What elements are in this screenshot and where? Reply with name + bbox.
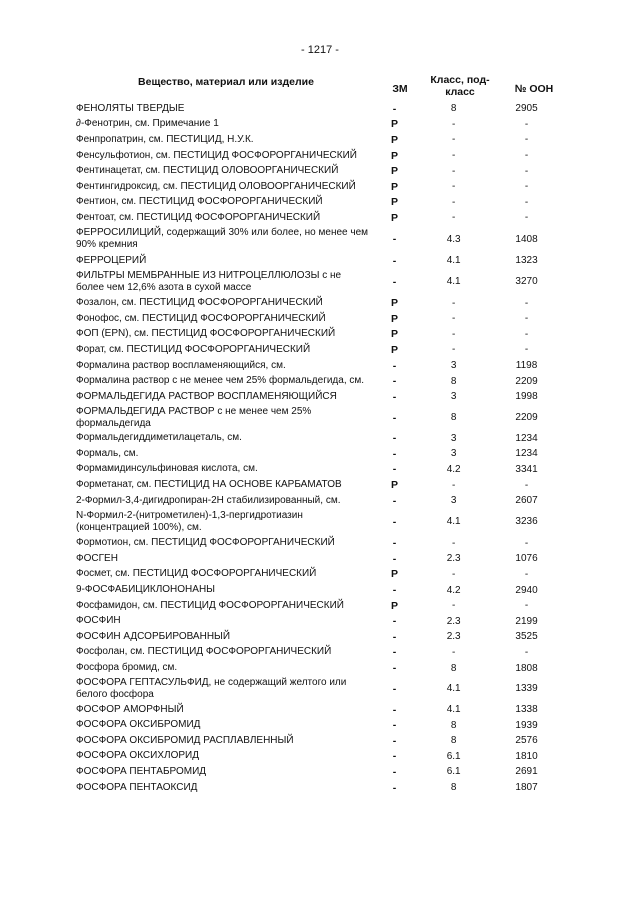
- class-cell: 8: [450, 375, 457, 387]
- zm-cell: P: [391, 165, 399, 178]
- un-number-cell: 1807: [515, 782, 538, 794]
- class-cell: 8: [450, 782, 457, 794]
- table-row: [76, 268, 556, 295]
- zm-cell: P: [391, 479, 399, 492]
- un-number-cell: 1338: [515, 704, 538, 716]
- table-row: [76, 702, 556, 718]
- un-number-cell: 1234: [515, 448, 538, 460]
- class-cell: -: [452, 212, 456, 224]
- un-number-cell: -: [524, 328, 529, 340]
- table-row: [76, 749, 556, 765]
- page-number: - 1217 -: [301, 44, 339, 56]
- substance-cell: ФОСФОРА ПЕНТАБРОМИД: [76, 765, 207, 777]
- table-row: [76, 101, 556, 117]
- zm-cell: -: [392, 463, 397, 476]
- table-header: [76, 74, 556, 102]
- substance-cell: Фозалон, см. ПЕСТИЦИД ФОСФОРОРГАНИЧЕСКИЙ: [76, 297, 323, 309]
- table-row: [76, 508, 556, 535]
- un-number-cell: -: [524, 537, 529, 549]
- zm-cell: -: [392, 734, 397, 747]
- table-row: [76, 327, 556, 343]
- zm-cell: P: [391, 118, 399, 131]
- un-number-cell: -: [524, 479, 529, 491]
- substance-cell: Формаль, см.: [76, 447, 139, 459]
- substance-cell: ФИЛЬТРЫ МЕМБРАННЫЕ ИЗ НИТРОЦЕЛЛЮЛОЗЫ с не более чем 12,6% азота в сухой массе: [76, 269, 342, 293]
- header-zm: ЗМ: [392, 83, 408, 95]
- zm-cell: -: [392, 682, 397, 695]
- class-cell: 4.2: [446, 463, 461, 475]
- table-row: [76, 733, 556, 749]
- table-row: [76, 117, 556, 133]
- table-row: [76, 342, 556, 358]
- zm-cell: P: [391, 328, 399, 341]
- class-cell: 8: [450, 412, 457, 423]
- zm-cell: -: [392, 750, 397, 763]
- class-cell: 2.3: [446, 631, 461, 643]
- un-number-cell: 3525: [515, 631, 538, 643]
- class-cell: 4.3: [446, 233, 461, 245]
- substance-cell: ФОСФИН: [76, 615, 121, 627]
- class-cell: 4.1: [446, 276, 461, 288]
- zm-cell: -: [392, 765, 397, 778]
- class-cell: -: [452, 150, 456, 162]
- substance-cell: Фентион, см. ПЕСТИЦИД ФОСФОРОРГАНИЧЕСКИЙ: [76, 196, 323, 208]
- substance-cell: ФОРМАЛЬДЕГИДА РАСТВОР ВОСПЛАМЕНЯЮЩИЙСЯ: [76, 390, 337, 402]
- substance-cell: Фентинацетат, см. ПЕСТИЦИД ОЛОВООРГАНИЧЕСКИЙ: [76, 165, 339, 177]
- un-number-cell: 1198: [515, 360, 538, 372]
- zm-cell: P: [391, 180, 399, 193]
- un-number-cell: 2209: [515, 412, 538, 423]
- class-cell: -: [452, 537, 456, 549]
- table-row: [76, 373, 556, 389]
- substance-cell: N-Формил-2-(нитрометилен)-1,3-пергидротиазин (концентрацией 100%), см.: [76, 509, 303, 533]
- class-cell: 3: [450, 448, 457, 460]
- table-row: [76, 645, 556, 661]
- header-substance: Вещество, материал или изделие: [138, 76, 314, 88]
- substance-cell: Формотион, см. ПЕСТИЦИД ФОСФОРОРГАНИЧЕСКИЙ: [76, 537, 335, 549]
- un-number-cell: -: [524, 150, 529, 162]
- un-number-cell: 1939: [515, 719, 538, 731]
- un-number-cell: 3270: [515, 276, 538, 288]
- un-number-cell: -: [524, 212, 529, 224]
- un-number-cell: 1998: [515, 391, 538, 403]
- zm-cell: -: [392, 359, 397, 372]
- class-cell: 6.1: [446, 750, 461, 762]
- zm-cell: -: [392, 630, 397, 643]
- substance-cell: ФОСФОРА ОКСИБРОМИД РАСПЛАВЛЕННЫЙ: [76, 734, 294, 746]
- zm-cell: P: [391, 568, 399, 581]
- class-cell: -: [452, 646, 456, 658]
- class-cell: -: [452, 313, 456, 325]
- class-cell: 8: [450, 103, 457, 115]
- table-row: [76, 676, 556, 702]
- substance-cell: 2-Формил-3,4-дигидропиран-2Н стабилизированный, см.: [76, 494, 341, 506]
- class-cell: 4.1: [446, 683, 461, 695]
- class-cell: -: [452, 118, 456, 130]
- table-row: [76, 148, 556, 164]
- class-cell: 4.2: [446, 584, 461, 596]
- un-number-cell: 3236: [515, 516, 538, 528]
- un-number-cell: 1076: [515, 553, 538, 565]
- class-cell: -: [452, 134, 456, 146]
- substance-cell: ФЕРРОЦЕРИЙ: [76, 254, 147, 266]
- class-cell: 3: [450, 360, 457, 372]
- un-number-cell: 1339: [515, 683, 538, 695]
- table-row: [76, 582, 556, 598]
- substance-cell: Формамидинсульфиновая кислота, см.: [76, 463, 258, 475]
- un-number-cell: -: [524, 134, 529, 146]
- zm-cell: -: [392, 646, 397, 659]
- un-number-cell: -: [524, 568, 529, 580]
- table-row: [76, 210, 556, 226]
- substance-cell: Фентоат, см. ПЕСТИЦИД ФОСФОРОРГАНИЧЕСКИЙ: [76, 211, 321, 223]
- table-row: [76, 660, 556, 676]
- substance-cell: Формальдегиддиметилацеталь, см.: [76, 432, 242, 444]
- table-row: [76, 535, 556, 551]
- zm-cell: -: [392, 254, 397, 267]
- substance-cell: Фосфора бромид, см.: [76, 662, 178, 674]
- class-cell: -: [452, 328, 456, 340]
- substance-cell: ФОСФОР АМОРФНЫЙ: [76, 703, 184, 715]
- substance-cell: Фенпропатрин, см. ПЕСТИЦИД, Н.У.К.: [76, 133, 254, 145]
- table-row: [76, 226, 556, 253]
- zm-cell: P: [391, 211, 399, 224]
- class-cell: -: [452, 181, 456, 193]
- table-row: [76, 629, 556, 645]
- zm-cell: P: [391, 196, 399, 209]
- zm-cell: -: [392, 275, 397, 288]
- substance-cell: Фосмет, см. ПЕСТИЦИД ФОСФОРОРГАНИЧЕСКИЙ: [76, 568, 317, 580]
- table-body: [76, 101, 556, 795]
- table-row: [76, 551, 556, 567]
- header-un-number: № ООН: [514, 83, 554, 95]
- class-cell: 3: [450, 432, 457, 444]
- table-row: [76, 389, 556, 405]
- class-cell: -: [452, 165, 456, 177]
- zm-cell: -: [392, 375, 397, 388]
- substance-cell: 9-ФОСФАБИЦИКЛОНОНАНЫ: [76, 584, 216, 596]
- table-row: [76, 195, 556, 211]
- substance-cell: ФЕНОЛЯТЫ ТВЕРДЫЕ: [76, 102, 185, 114]
- substance-cell: Фонофос, см. ПЕСТИЦИД ФОСФОРОРГАНИЧЕСКИЙ: [76, 312, 326, 324]
- un-number-cell: 2576: [515, 735, 538, 747]
- un-number-cell: 2940: [515, 584, 538, 596]
- table-row: [76, 253, 556, 269]
- zm-cell: -: [392, 447, 397, 460]
- zm-cell: -: [392, 537, 397, 550]
- un-number-cell: -: [524, 165, 529, 177]
- table-row: [76, 163, 556, 179]
- zm-cell: -: [392, 719, 397, 732]
- table-row: [76, 405, 556, 431]
- class-cell: 3: [450, 495, 457, 507]
- zm-cell: P: [391, 297, 399, 310]
- substance-cell: Формалина раствор воспламеняющийся, см.: [76, 359, 286, 371]
- un-number-cell: -: [524, 181, 529, 193]
- table-row: [76, 764, 556, 780]
- table-row: [76, 132, 556, 148]
- substance-cell: Фосфолан, см. ПЕСТИЦИД ФОСФОРОРГАНИЧЕСКИЙ: [76, 646, 332, 658]
- un-number-cell: 2607: [515, 495, 538, 507]
- class-cell: 4.1: [446, 255, 461, 267]
- un-number-cell: 2905: [515, 103, 538, 115]
- table-row: [76, 295, 556, 311]
- table-row: [76, 358, 556, 374]
- class-cell: -: [452, 344, 456, 356]
- zm-cell: -: [392, 662, 397, 675]
- un-number-cell: -: [524, 297, 529, 309]
- table-row: [76, 311, 556, 327]
- substance-cell: ФОСФОРА ПЕНТАОКСИД: [76, 781, 198, 793]
- zm-cell: -: [392, 233, 397, 246]
- un-number-cell: 3341: [515, 463, 538, 475]
- table-row: [76, 717, 556, 733]
- zm-cell: -: [392, 515, 397, 528]
- substance-cell: Фосфамидон, см. ПЕСТИЦИД ФОСФОРОРГАНИЧЕСКИЙ: [76, 599, 344, 611]
- zm-cell: P: [391, 343, 399, 356]
- un-number-cell: 1323: [515, 255, 538, 267]
- class-cell: 4.1: [446, 704, 461, 716]
- substance-cell: ∂-Фенотрин, см. Примечание 1: [76, 118, 219, 130]
- zm-cell: -: [392, 703, 397, 716]
- class-cell: 6.1: [446, 766, 461, 778]
- un-number-cell: 1808: [515, 662, 538, 674]
- substance-cell: ФОСФОРА ГЕПТАСУЛЬФИД, не содержащий желтого или белого фосфора: [76, 676, 347, 700]
- zm-cell: P: [391, 599, 399, 612]
- un-number-cell: 1234: [515, 432, 538, 444]
- un-number-cell: -: [524, 118, 529, 130]
- header-class: Класс, под-класс: [430, 74, 490, 98]
- class-cell: 8: [450, 735, 457, 747]
- table-row: [76, 493, 556, 509]
- un-number-cell: -: [524, 313, 529, 325]
- table-row: [76, 446, 556, 462]
- class-cell: 8: [450, 719, 457, 731]
- zm-cell: -: [392, 432, 397, 445]
- un-number-cell: -: [524, 344, 529, 356]
- class-cell: -: [452, 297, 456, 309]
- table-row: [76, 462, 556, 478]
- class-cell: -: [452, 479, 456, 491]
- substance-cell: ФОРМАЛЬДЕГИДА РАСТВОР с не менее чем 25% формальдегида: [76, 405, 312, 429]
- un-number-cell: 1408: [515, 233, 538, 245]
- class-cell: -: [452, 568, 456, 580]
- class-cell: 8: [450, 662, 457, 674]
- un-number-cell: -: [524, 646, 529, 658]
- substance-cell: ФОСФИН АДСОРБИРОВАННЫЙ: [76, 630, 231, 642]
- substance-cell: ФОП (EPN), см. ПЕСТИЦИД ФОСФОРОРГАНИЧЕСКИЙ: [76, 328, 336, 340]
- un-number-cell: -: [524, 600, 529, 612]
- un-number-cell: 2199: [515, 615, 538, 627]
- zm-cell: -: [392, 552, 397, 565]
- substance-cell: ФОСФОРА ОКСИБРОМИД: [76, 719, 201, 731]
- zm-cell: -: [392, 494, 397, 507]
- zm-cell: P: [391, 149, 399, 162]
- zm-cell: -: [392, 411, 397, 424]
- table-row: [76, 567, 556, 583]
- un-number-cell: 2209: [515, 375, 538, 387]
- class-cell: 4.1: [446, 516, 461, 528]
- zm-cell: P: [391, 312, 399, 325]
- table-row: [76, 431, 556, 447]
- substance-cell: Форат, см. ПЕСТИЦИД ФОСФОРОРГАНИЧЕСКИЙ: [76, 343, 311, 355]
- table-row: [76, 477, 556, 493]
- table-row: [76, 598, 556, 614]
- table-row: [76, 780, 556, 796]
- zm-cell: -: [392, 615, 397, 628]
- substance-cell: ФОСГЕН: [76, 552, 118, 564]
- substance-cell: ФОСФОРА ОКСИХЛОРИД: [76, 750, 199, 762]
- class-cell: 2.3: [446, 615, 461, 627]
- zm-cell: -: [392, 102, 397, 115]
- class-cell: 2.3: [446, 553, 461, 565]
- zm-cell: -: [392, 781, 397, 794]
- table-row: [76, 613, 556, 629]
- table-row: [76, 179, 556, 195]
- substance-cell: ФЕРРОСИЛИЦИЙ, содержащий 30% или более, но менее чем 90% кремния: [76, 227, 369, 251]
- class-cell: -: [452, 600, 456, 612]
- zm-cell: -: [392, 584, 397, 597]
- substance-cell: Фенсульфотион, см. ПЕСТИЦИД ФОСФОРОРГАНИЧЕСКИЙ: [76, 149, 357, 161]
- zm-cell: -: [392, 390, 397, 403]
- un-number-cell: 1810: [515, 750, 538, 762]
- substance-cell: Формалина раствор с не менее чем 25% формальдегида, см.: [76, 375, 365, 387]
- un-number-cell: -: [524, 196, 529, 208]
- zm-cell: P: [391, 133, 399, 146]
- class-cell: 3: [450, 391, 457, 403]
- substance-cell: Фентингидроксид, см. ПЕСТИЦИД ОЛОВООРГАНИЧЕСКИЙ: [76, 180, 356, 192]
- un-number-cell: 2691: [515, 766, 538, 778]
- substance-cell: Форметанат, см. ПЕСТИЦИД НА ОСНОВЕ КАРБАМАТОВ: [76, 479, 342, 491]
- class-cell: -: [452, 196, 456, 208]
